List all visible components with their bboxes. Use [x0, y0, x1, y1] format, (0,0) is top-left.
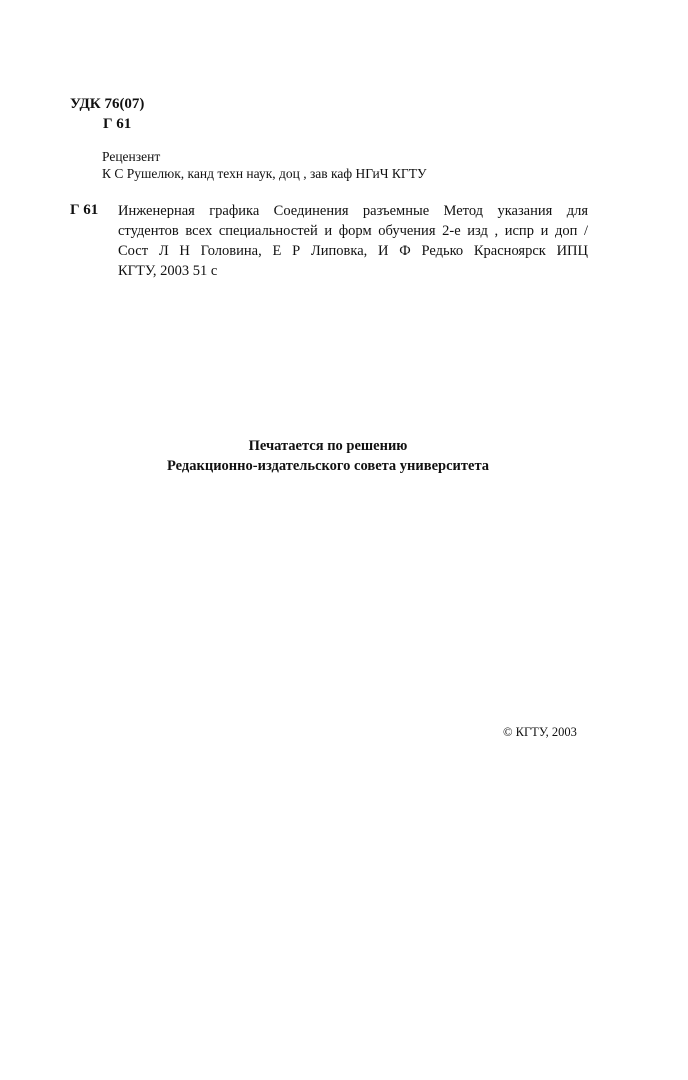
copyright-notice: © КГТУ, 2003: [503, 725, 577, 739]
bibliography-line: Сост Л Н Головина, Е Р Липовка, И Ф Редько Красноярск ИПЦ: [118, 243, 588, 259]
approval-line-2: Редакционно-издательского совета университета: [167, 458, 489, 474]
bibliography-line: студентов всех специальностей и форм обучения 2-е изд , испр и доп /: [118, 223, 588, 239]
udk-code: УДК 76(07): [70, 96, 145, 112]
library-index: Г 61: [103, 116, 132, 132]
bibliography-index: Г 61: [70, 202, 99, 218]
bibliography-line: Инженерная графика Соединения разъемные Метод указания для: [118, 203, 588, 219]
reviewer-label: Рецензент: [102, 149, 161, 164]
approval-line-1: Печатается по решению: [248, 438, 408, 454]
bibliographic-description: [118, 201, 588, 281]
bibliography-line: КГТУ, 2003 51 с: [118, 263, 218, 279]
reviewer-text: К С Рушелюк, канд техн наук, доц , зав каф НГиЧ КГТУ: [102, 166, 427, 181]
